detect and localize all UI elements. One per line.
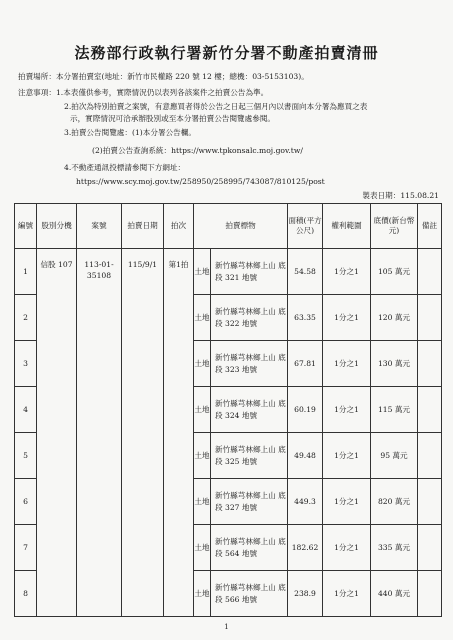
property-cell: 新竹縣芎林鄉上山 底段 325 地號: [211, 433, 288, 479]
area-cell: 449.3: [288, 479, 323, 525]
right-cell: 1分之1: [323, 295, 371, 341]
area-cell: 238.9: [288, 571, 323, 617]
area-cell: 60.19: [288, 387, 323, 433]
property-cell: 新竹縣芎林鄉上山 底段 323 地號: [211, 341, 288, 387]
price-cell: 105 萬元: [371, 249, 418, 295]
note-1: 注意事項：1.本表僅供參考，實際情況仍以表列各該案件之拍賣公告為準。: [18, 88, 269, 97]
property-cell: 新竹縣芎林鄉上山 底段 566 地號: [211, 571, 288, 617]
price-cell: 335 萬元: [371, 525, 418, 571]
note-3: 3.拍賣公告閱覽處：(1)本分署公告欄。: [64, 128, 196, 137]
header-round: 拍次: [164, 204, 194, 249]
right-cell: 1分之1: [323, 249, 371, 295]
price-cell: 820 萬元: [371, 479, 418, 525]
right-cell: 1分之1: [323, 341, 371, 387]
row-no: 5: [15, 433, 37, 479]
property-cell: 新竹縣芎林鄉上山 底段 324 地號: [211, 387, 288, 433]
property-cell: 新竹縣芎林鄉上山 底段 322 地號: [211, 295, 288, 341]
auction-venue: 拍賣場所：本分署拍賣室(地址：新竹市民權路 220 號 12 樓；總機：03-5153103)。: [18, 72, 309, 81]
table-date: 製表日期：115.08.21: [362, 191, 439, 200]
header-price: 底價(新台幣元): [371, 204, 418, 249]
header-right: 權利範圍: [323, 204, 371, 249]
header-no: 編號: [15, 204, 37, 249]
right-cell: 1分之1: [323, 525, 371, 571]
row-no: 3: [15, 341, 37, 387]
table-header-row: [15, 204, 442, 249]
table-row: [15, 249, 442, 295]
header-date: 拍賣日期: [122, 204, 164, 249]
price-cell: 115 萬元: [371, 387, 418, 433]
header-area: 面積(平方公尺): [288, 204, 323, 249]
price-cell: 120 萬元: [371, 295, 418, 341]
row-no: 4: [15, 387, 37, 433]
document-title: 法務部行政執行署新竹分署不動產拍賣清冊: [74, 44, 379, 62]
note-cell: [418, 571, 442, 617]
property-cell: 新竹縣芎林鄉上山 底段 321 地號: [211, 249, 288, 295]
land-label: 土地: [194, 249, 211, 295]
header-note: 備註: [418, 204, 442, 249]
right-cell: 1分之1: [323, 571, 371, 617]
area-cell: 182.62: [288, 525, 323, 571]
round-cell: 第1拍: [164, 249, 194, 617]
note-4: 4.不動產通訊投標請參閱下方網址：: [64, 163, 186, 172]
note-cell: [418, 249, 442, 295]
row-no: 2: [15, 295, 37, 341]
header-case: 案號: [77, 204, 122, 249]
case-cell: 113-01-35108: [77, 249, 122, 617]
right-cell: 1分之1: [323, 387, 371, 433]
land-label: 土地: [194, 525, 211, 571]
unit-cell: 信股 107: [37, 249, 77, 617]
row-no: 7: [15, 525, 37, 571]
property-cell: 新竹縣芎林鄉上山 底段 327 地號: [211, 479, 288, 525]
note-cell: [418, 525, 442, 571]
land-label: 土地: [194, 571, 211, 617]
note-cell: [418, 387, 442, 433]
property-cell: 新竹縣芎林鄉上山 底段 564 地號: [211, 525, 288, 571]
right-cell: 1分之1: [323, 479, 371, 525]
auction-table: [14, 203, 442, 617]
land-label: 土地: [194, 295, 211, 341]
land-label: 土地: [194, 479, 211, 525]
land-label: 土地: [194, 433, 211, 479]
price-cell: 440 萬元: [371, 571, 418, 617]
note-cell: [418, 341, 442, 387]
note-cell: [418, 479, 442, 525]
area-cell: 54.58: [288, 249, 323, 295]
land-label: 土地: [194, 387, 211, 433]
area-cell: 49.48: [288, 433, 323, 479]
right-cell: 1分之1: [323, 433, 371, 479]
land-label: 土地: [194, 341, 211, 387]
note-cell: [418, 295, 442, 341]
page-number: 1: [224, 623, 229, 631]
note-3-system: (2)拍賣公告查詢系統：https://www.tpkonsalc.moj.gov.tw/: [92, 146, 303, 155]
note-2-cont: 示，實際情況可洽承辦股別或至本分署拍賣公告閱覽處參閱。: [70, 114, 276, 123]
row-no: 6: [15, 479, 37, 525]
note-4-url: https://www.scy.moj.gov.tw/258950/258995/743087/810125/post: [76, 177, 325, 186]
price-cell: 95 萬元: [371, 433, 418, 479]
area-cell: 63.35: [288, 295, 323, 341]
row-no: 1: [15, 249, 37, 295]
date-cell: 115/9/1: [122, 249, 164, 617]
row-no: 8: [15, 571, 37, 617]
price-cell: 130 萬元: [371, 341, 418, 387]
area-cell: 67.81: [288, 341, 323, 387]
note-cell: [418, 433, 442, 479]
header-unit: 股別分機: [37, 204, 77, 249]
header-property: 拍賣標物: [194, 204, 288, 249]
note-2: 2.拍次為特別拍賣之案號，有意應買者得於公告之日起三個月內以書面向本分署為應買之表: [64, 102, 368, 111]
